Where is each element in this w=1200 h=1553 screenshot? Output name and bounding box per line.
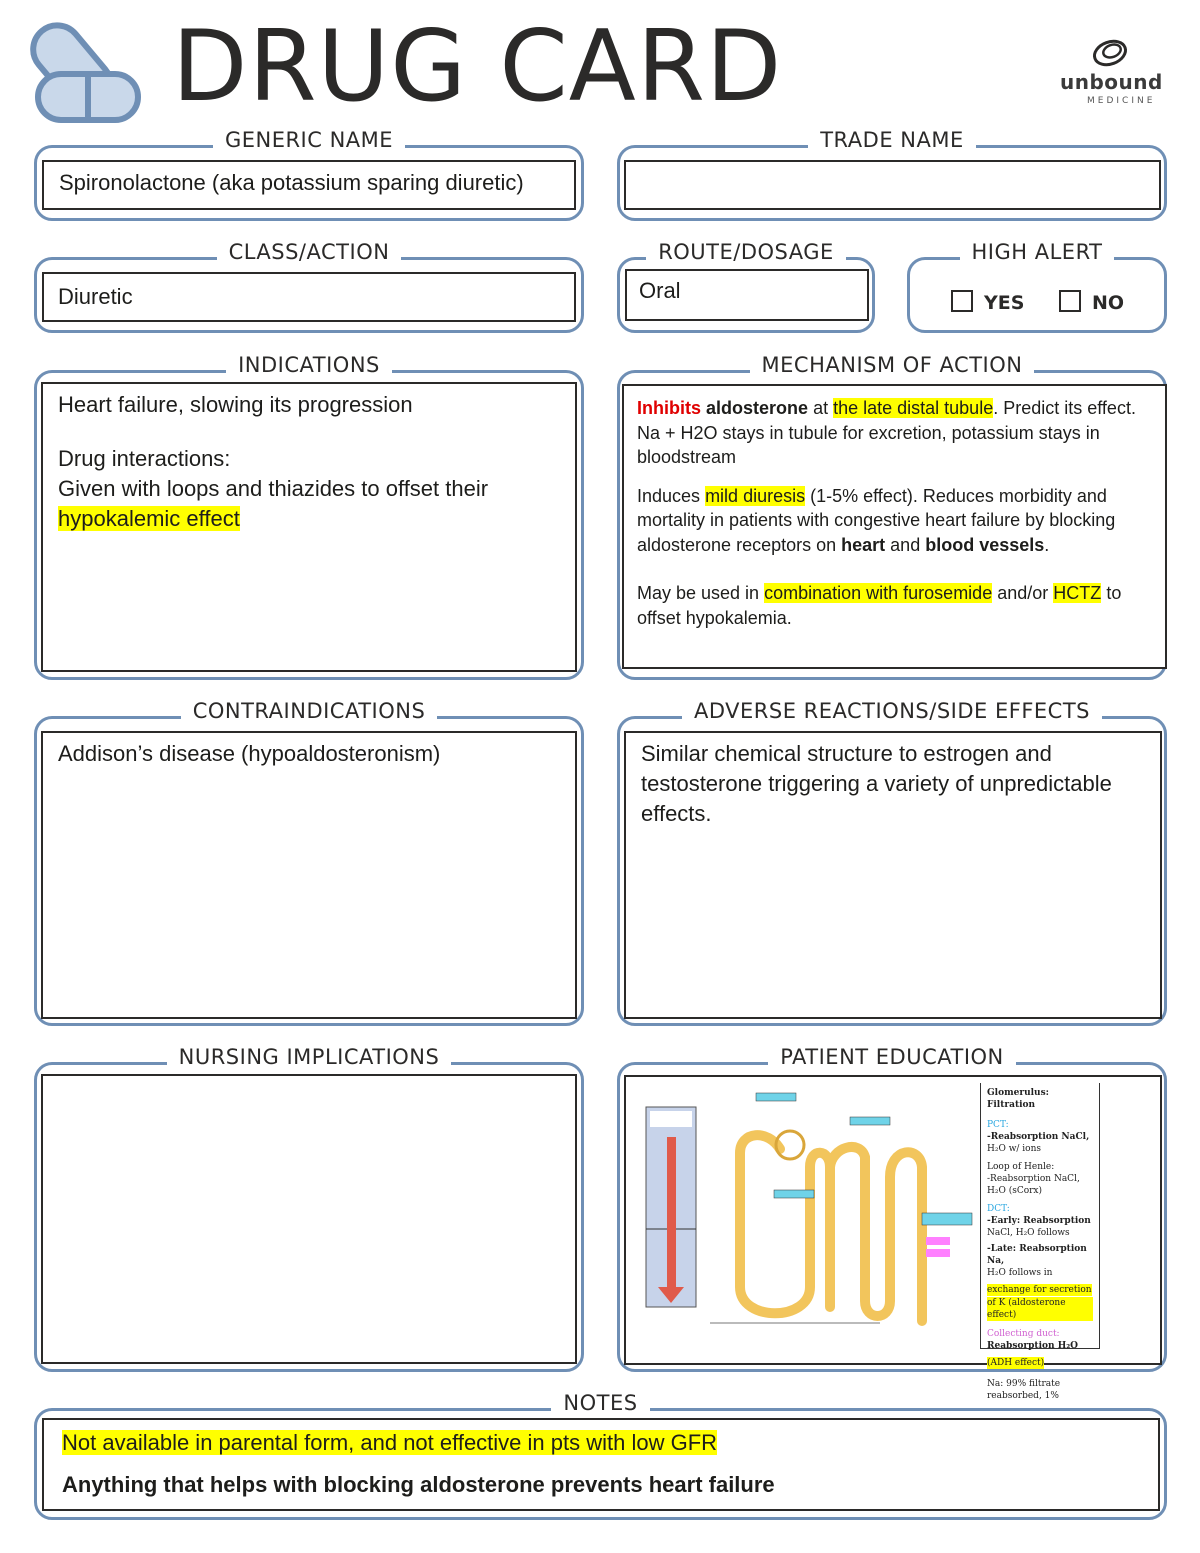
mechanism-highlight-furosemide: combination with furosemide [764, 583, 993, 603]
indications-label: INDICATIONS [226, 353, 392, 377]
high-alert-no-checkbox[interactable] [1059, 290, 1081, 312]
class-action-value: Diuretic [58, 284, 133, 309]
route-dosage-value: Oral [639, 278, 681, 303]
logo-wordmark: unbound [1060, 70, 1163, 94]
mechanism-field[interactable] [622, 384, 1167, 669]
adverse-section [617, 699, 1167, 1026]
class-action-field[interactable] [42, 272, 576, 322]
indications-line-2: Drug interactions: [58, 446, 231, 471]
indications-section [34, 353, 584, 680]
class-action-section [34, 240, 584, 333]
notes-line-1: Not available in parental form, and not effective in pts with low GFR [62, 1430, 718, 1455]
notes-label: NOTES [551, 1391, 649, 1415]
unbound-logo-icon [1090, 36, 1130, 70]
trade-name-label: TRADE NAME [808, 128, 976, 152]
generic-name-field[interactable] [42, 160, 576, 210]
trade-name-section [617, 128, 1167, 221]
indications-line-3: Given with loops and thiazides to offset their [58, 476, 489, 501]
nursing-section [34, 1045, 584, 1372]
education-section [617, 1045, 1167, 1401]
notes-section [34, 1391, 1167, 1520]
high-alert-no-label: NO [1092, 292, 1125, 314]
generic-name-section [34, 128, 584, 221]
indications-field[interactable] [41, 382, 577, 672]
nephron-notes-panel: Glomerulus: Filtration PCT: -Reabsorption NaCl, H₂O w/ ions Loop of Henle: -Reabsorption NaCl, H₂O (sCorx) DCT: -Early: Reabsorption NaCl, H₂O follows -Late: Reabsorption Na, H₂O follows in exchange for secretion of K (aldosterone effect) Collecting duct: Reabsorption H₂O (ADH effect) Na: 99% filtrate reabsorbed, 1% [980, 1083, 1100, 1349]
mechanism-paragraph-1: Inhibits aldosterone at the late distal tubule. Predict its effect. Na + H2O stays in tubule for excretion, potassium stays in bloodstream [637, 398, 1136, 467]
trade-name-field[interactable] [624, 160, 1161, 210]
contraindications-section [34, 699, 584, 1026]
mechanism-label: MECHANISM OF ACTION [750, 353, 1035, 377]
contraindications-value: Addison’s disease (hypoaldosteronism) [58, 741, 441, 766]
route-dosage-section [617, 240, 875, 333]
nursing-field[interactable] [41, 1074, 577, 1364]
mechanism-highlight-site: the late distal tubule [833, 398, 994, 418]
mechanism-paragraph-2: Induces mild diuresis (1-5% effect). Reduces morbidity and mortality in patients with congestive heart failure by blocking aldosterone receptors on heart and blood vessels. [637, 485, 1116, 555]
adverse-field[interactable] [624, 731, 1162, 1019]
indications-line-1: Heart failure, slowing its progression [58, 392, 413, 417]
mechanism-section [617, 353, 1167, 680]
page-title: DRUG CARD [172, 10, 783, 124]
generic-name-label: GENERIC NAME [213, 128, 405, 152]
adverse-value: Similar chemical structure to estrogen and testosterone triggering a variety of unpredictable effects. [641, 741, 1112, 826]
adverse-label: ADVERSE REACTIONS/SIDE EFFECTS [682, 699, 1102, 723]
mechanism-highlight-diuresis: mild diuresis [705, 485, 806, 506]
education-label: PATIENT EDUCATION [768, 1045, 1016, 1069]
generic-name-value: Spironolactone (aka potassium sparing diuretic) [59, 170, 524, 195]
contraindications-field[interactable] [41, 731, 577, 1019]
mechanism-highlight-hctz: HCTZ [1053, 583, 1102, 603]
high-alert-label: HIGH ALERT [960, 240, 1115, 264]
pill-logo-icon [30, 22, 150, 128]
contraindications-label: CONTRAINDICATIONS [181, 699, 438, 723]
education-field[interactable] [624, 1075, 1162, 1401]
mechanism-paragraph-3: May be used in combination with furosemide and/or HCTZ to offset hypokalemia. [637, 583, 1122, 628]
notes-line-2: Anything that helps with blocking aldosterone prevents heart failure [62, 1472, 775, 1497]
nursing-label: NURSING IMPLICATIONS [167, 1045, 452, 1069]
route-dosage-label: ROUTE/DOSAGE [646, 240, 846, 264]
high-alert-section [907, 240, 1167, 333]
high-alert-yes-label: YES [984, 292, 1025, 314]
route-dosage-field[interactable] [625, 269, 869, 321]
nephron-diagram [640, 1087, 980, 1331]
indications-highlight: hypokalemic effect [58, 506, 240, 531]
notes-field[interactable] [42, 1418, 1160, 1511]
high-alert-yes-checkbox[interactable] [951, 290, 973, 312]
class-action-label: CLASS/ACTION [217, 240, 402, 264]
logo-subtitle: MEDICINE [1087, 96, 1156, 106]
